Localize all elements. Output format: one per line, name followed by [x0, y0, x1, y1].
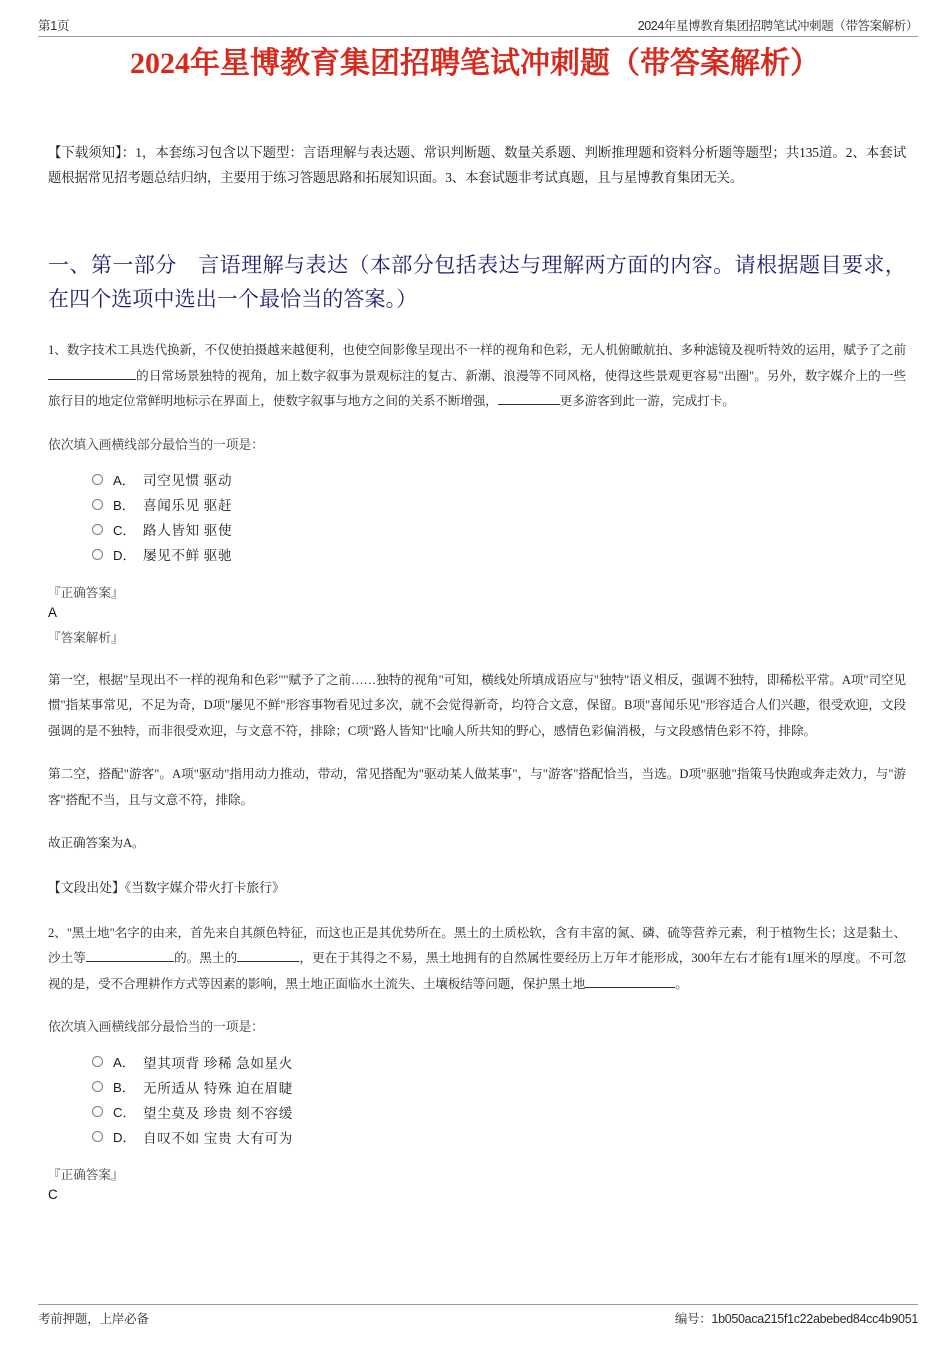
radio-button-icon[interactable] [92, 1056, 103, 1067]
question-prompt: 依次填入画横线部分最恰当的一项是： [48, 1020, 264, 1034]
option-item-a[interactable] [92, 467, 906, 492]
option-label: 望其项背 珍稀 急如星火 [143, 1055, 293, 1071]
question-stem-part-4: 。 [675, 976, 688, 991]
option-letter: A． [113, 1055, 135, 1070]
question-number: 2、 [48, 925, 67, 940]
fill-blank [86, 948, 174, 962]
question-prompt: 依次填入画横线部分最恰当的一项是： [48, 437, 264, 452]
fill-blank [498, 391, 560, 405]
correct-answer-value: A [48, 604, 57, 620]
footer-serial [675, 1309, 918, 1327]
serial-value: 1b050aca215f1c22abebed84cc4b9051 [711, 1312, 918, 1326]
question-stem-part-2: 的日常场景独特的视角，加上数字叙事为景观标注的复古、新潮、浪漫等不同风格，使得这些景观更容易"出圈"。另外，数字媒介上的一些旅行目的地定位常鲜明地标示在界面上，使数字叙事与地方之间的关系不断增强， [48, 368, 906, 408]
option-item-d[interactable] [92, 542, 906, 567]
radio-button-icon[interactable] [92, 474, 103, 485]
option-label: 自叹不如 宝贵 大有可为 [143, 1130, 293, 1146]
option-label: 屡见不鲜 驱驰 [143, 548, 233, 563]
radio-button-icon[interactable] [92, 1081, 103, 1092]
section-heading: 一、第一部分 言语理解与表达（本部分包括表达与理解两方面的内容。请根据题目要求，在四个选项中选出一个最恰当的答案。） [48, 253, 906, 311]
page-number-label: 第1页 [38, 19, 70, 33]
radio-button-icon[interactable] [92, 1106, 103, 1117]
option-item-b[interactable] [92, 1074, 906, 1099]
question-block [48, 338, 906, 899]
question-stem-part-3: ，更在于其得之不易，黑土地拥有的自然属性要经历上万年才能形成，300年左右才能有1厘米的厚度。不可忽视的是，受不合理耕作方式等因素的影响，黑土地正面临水土流失、土壤板结等问题，保护黑土地 [48, 951, 906, 991]
radio-button-icon[interactable] [92, 524, 103, 535]
option-list [92, 1049, 906, 1149]
question-stem-part-2: 的。黑土的 [173, 951, 238, 965]
question-stem-part-3: 更多游客到此一游，完成打卡。 [559, 394, 735, 408]
passage-source: 【文段出处】《当数字媒介带火打卡旅行》 [48, 880, 285, 895]
analysis-paragraph-2: 第二空，搭配"游客"。A项"驱动"指用动力推动，带动，常见搭配为"驱动某人做某事"，与"游客"搭配恰当，当选。D项"驱驰"指策马快跑或奔走效力，与"游客"搭配不当，且与文意不符，排除。 [48, 767, 906, 807]
radio-button-icon[interactable] [92, 1131, 103, 1142]
option-letter: B． [113, 497, 135, 513]
question-stem-part-1: "黑土地"名字的由来，首先来自其颜色特征，而这也正是其优势所在。黑土的土质松软，含有丰富的氮、磷、硫等营养元素，利于植物生长；这是黏土、沙土等 [48, 925, 906, 965]
option-label: 无所适从 特殊 迫在眉睫 [143, 1080, 293, 1096]
answer-analysis-label: 『答案解析』 [48, 630, 124, 645]
option-item-a[interactable] [92, 1049, 906, 1074]
analysis-conclusion: 故正确答案为A。 [48, 836, 145, 850]
option-letter: D． [113, 1130, 136, 1145]
question-number: 1、 [48, 343, 67, 357]
analysis-paragraph-1: 第一空，根据"呈现出不一样的视角和色彩""赋予了之前……独特的视角"可知，横线处所填成语应与"独特"语义相反，强调不独特，即稀松平常。A项"司空见惯"指某事常见，不足为奇，D项"屡见不鲜"形容事物看见过多次，就不会觉得新奇，均符合文意，保留。B项"喜闻乐见"形容适合人们兴趣，很受欢迎，文段强调的是不独特，而非很受欢迎，与文意不符，排除；C项"路人皆知"比喻人所共知的野心，感情色彩偏消极，与文段感情色彩不符，排除。 [48, 672, 906, 738]
option-letter: C． [113, 1105, 136, 1120]
option-label: 喜闻乐见 驱赶 [143, 498, 233, 513]
question-stem [48, 921, 906, 998]
correct-answer-value: C [48, 1187, 58, 1202]
option-label: 司空见惯 驱动 [143, 473, 233, 488]
question-block [48, 921, 906, 1206]
download-notice: 【下载须知】：1，本套练习包含以下题型：言语理解与表达题、常识判断题、数量关系题、判断推理题和资料分析题等题型；共135道。2、本套试题根据常见招考题总结归纳，主要用于练习答题思路和拓展知识面。3、本套试题非考试真题，且与星博教育集团无关。 [48, 145, 906, 185]
option-label: 望尘莫及 珍贵 刻不容缓 [143, 1105, 293, 1121]
option-list [92, 467, 906, 567]
header-running-title: 2024年星博教育集团招聘笔试冲刺题（带答案解析） [637, 19, 918, 33]
option-item-c[interactable] [92, 517, 906, 542]
page-footer [38, 1304, 918, 1335]
fill-blank [585, 974, 675, 988]
question-stem [48, 338, 906, 415]
serial-label: 编号： [674, 1312, 712, 1326]
option-letter: A． [113, 472, 135, 488]
radio-button-icon[interactable] [92, 499, 103, 510]
document-title: 2024年星博教育集团招聘笔试冲刺题（带答案解析） [130, 47, 820, 80]
fill-blank [237, 948, 299, 962]
radio-button-icon[interactable] [92, 549, 103, 560]
option-item-b[interactable] [92, 492, 906, 517]
correct-answer-label: 『正确答案』 [48, 585, 124, 600]
option-letter: B． [113, 1080, 135, 1095]
fill-blank [48, 366, 136, 380]
option-letter: C． [113, 522, 136, 538]
question-stem-part-1: 数字技术工具迭代换新，不仅使拍摄越来越便利，也使空间影像呈现出不一样的视角和色彩，无人机俯瞰航拍、多种滤镜及视听特效的运用，赋予了之前 [66, 343, 906, 357]
option-item-d[interactable] [92, 1124, 906, 1149]
correct-answer-label: 『正确答案』 [48, 1168, 124, 1182]
document-body [48, 140, 906, 1205]
option-letter: D． [113, 547, 136, 563]
option-label: 路人皆知 驱使 [143, 523, 233, 538]
page-header [38, 12, 918, 37]
footer-slogan: 考前押题，上岸必备 [38, 1312, 149, 1326]
option-item-c[interactable] [92, 1099, 906, 1124]
